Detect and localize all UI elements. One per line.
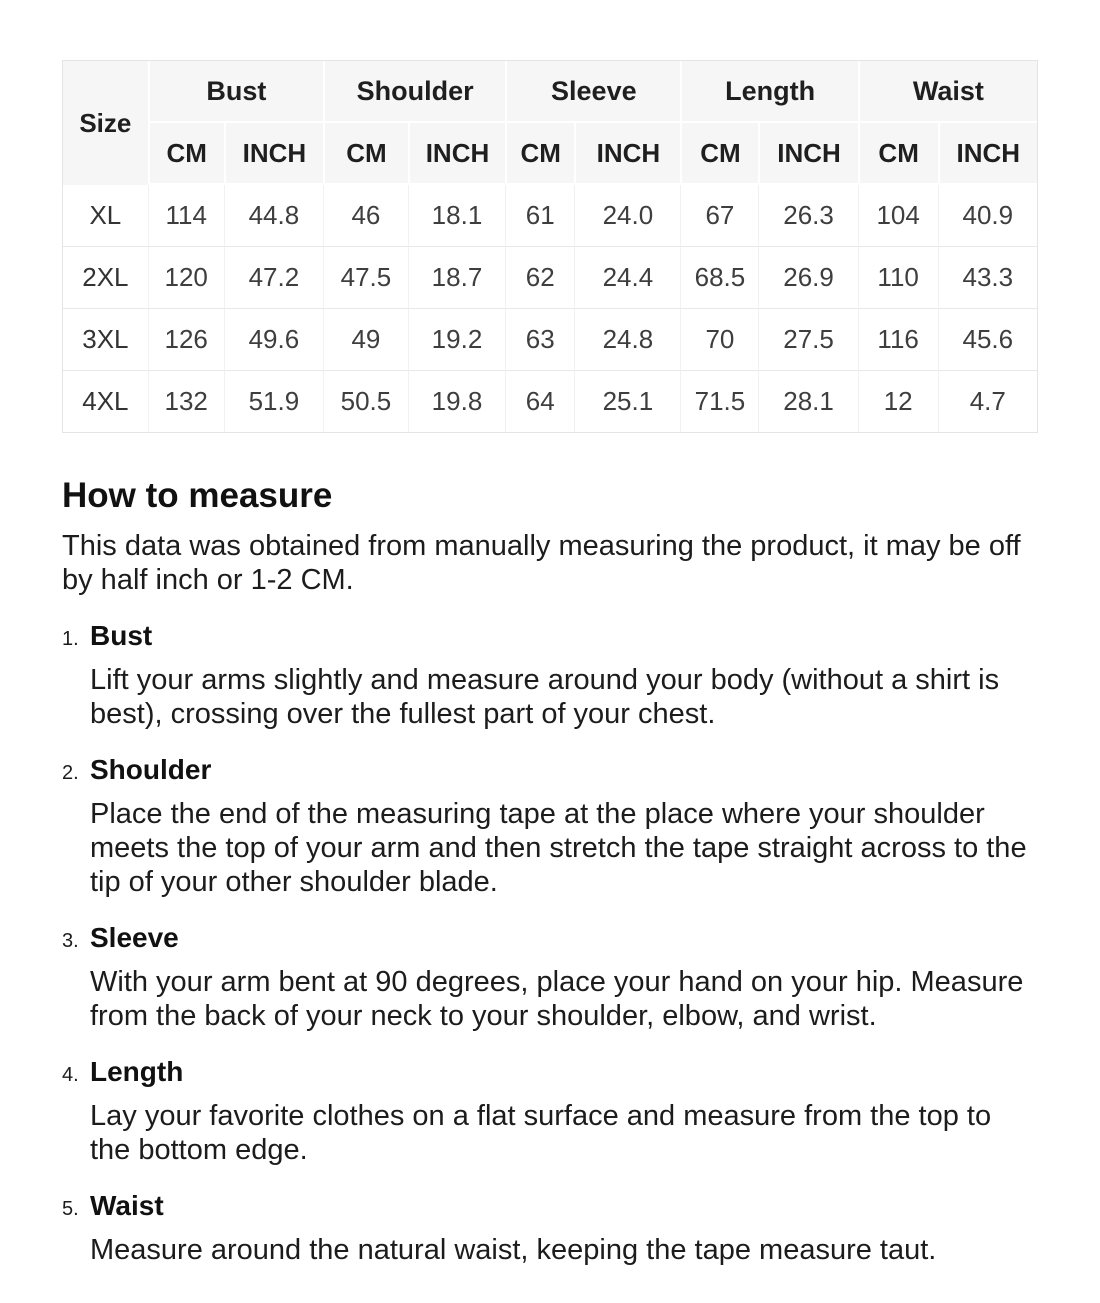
- unit-header-inch: INCH: [758, 123, 857, 185]
- list-item: [62, 921, 1038, 1033]
- value-cell: 70: [680, 308, 758, 370]
- value-cell: 132: [148, 370, 224, 432]
- item-number: 1.: [62, 628, 79, 650]
- value-cell: 46: [323, 185, 408, 246]
- item-description: Measure around the natural waist, keeping the tape measure taut.: [90, 1234, 937, 1266]
- unit-header-inch: INCH: [938, 123, 1037, 185]
- value-cell: 126: [148, 308, 224, 370]
- value-cell: 40.9: [938, 185, 1037, 246]
- list-item: [62, 1189, 1038, 1267]
- unit-header-cm: CM: [148, 123, 224, 185]
- size-chart-table: [62, 60, 1038, 433]
- value-cell: 44.8: [224, 185, 323, 246]
- item-term: Shoulder: [90, 754, 212, 785]
- value-cell: 12: [858, 370, 938, 432]
- size-cell: XL: [63, 185, 148, 246]
- value-cell: 104: [858, 185, 938, 246]
- table-row: [63, 246, 1037, 308]
- value-cell: 64: [505, 370, 574, 432]
- value-cell: 28.1: [758, 370, 857, 432]
- value-cell: 71.5: [680, 370, 758, 432]
- col-header-bust: Bust: [148, 61, 323, 123]
- header-row-units: [63, 123, 1037, 185]
- value-cell: 26.9: [758, 246, 857, 308]
- measure-intro: This data was obtained from manually measuring the product, it may be off by half inch or 1-2 CM.: [62, 530, 1021, 596]
- value-cell: 62: [505, 246, 574, 308]
- item-description: Place the end of the measuring tape at the place where your shoulder meets the top of your arm and then stretch the tape straight across to the tip of your other shoulder blade.: [90, 798, 1027, 898]
- value-cell: 24.0: [574, 185, 680, 246]
- size-cell: 4XL: [63, 370, 148, 432]
- unit-header-cm: CM: [680, 123, 758, 185]
- value-cell: 116: [858, 308, 938, 370]
- value-cell: 63: [505, 308, 574, 370]
- value-cell: 25.1: [574, 370, 680, 432]
- table-row: [63, 308, 1037, 370]
- header-row-groups: [63, 61, 1037, 123]
- value-cell: 26.3: [758, 185, 857, 246]
- value-cell: 19.8: [408, 370, 505, 432]
- item-number: 2.: [62, 762, 79, 784]
- value-cell: 110: [858, 246, 938, 308]
- item-term: Length: [90, 1056, 184, 1087]
- item-description: With your arm bent at 90 degrees, place your hand on your hip. Measure from the back of your neck to your shoulder, elbow, and wrist.: [90, 966, 1024, 1032]
- list-item: [62, 753, 1038, 899]
- unit-header-inch: INCH: [224, 123, 323, 185]
- value-cell: 18.1: [408, 185, 505, 246]
- value-cell: 49.6: [224, 308, 323, 370]
- unit-header-inch: INCH: [408, 123, 505, 185]
- value-cell: 51.9: [224, 370, 323, 432]
- col-header-sleeve: Sleeve: [505, 61, 680, 123]
- list-item: [62, 619, 1038, 731]
- col-header-length: Length: [680, 61, 857, 123]
- how-to-measure-title: How to measure: [62, 476, 333, 515]
- value-cell: 61: [505, 185, 574, 246]
- value-cell: 47.2: [224, 246, 323, 308]
- value-cell: 49: [323, 308, 408, 370]
- measure-list: [62, 619, 1038, 1267]
- value-cell: 27.5: [758, 308, 857, 370]
- unit-header-inch: INCH: [574, 123, 680, 185]
- value-cell: 45.6: [938, 308, 1037, 370]
- item-number: 4.: [62, 1064, 79, 1086]
- item-description: Lift your arms slightly and measure around your body (without a shirt is best), crossing over the fullest part of your chest.: [90, 664, 1000, 730]
- size-cell: 2XL: [63, 246, 148, 308]
- item-term: Waist: [90, 1190, 164, 1221]
- unit-header-cm: CM: [505, 123, 574, 185]
- item-description: Lay your favorite clothes on a flat surface and measure from the top to the bottom edge.: [90, 1100, 992, 1166]
- value-cell: 50.5: [323, 370, 408, 432]
- item-number: 3.: [62, 930, 79, 952]
- value-cell: 19.2: [408, 308, 505, 370]
- value-cell: 120: [148, 246, 224, 308]
- value-cell: 24.8: [574, 308, 680, 370]
- item-term: Sleeve: [90, 922, 179, 953]
- unit-header-cm: CM: [858, 123, 938, 185]
- size-cell: 3XL: [63, 308, 148, 370]
- col-header-shoulder: Shoulder: [323, 61, 505, 123]
- item-term: Bust: [90, 620, 153, 651]
- value-cell: 68.5: [680, 246, 758, 308]
- value-cell: 43.3: [938, 246, 1037, 308]
- table-row: [63, 185, 1037, 246]
- value-cell: 4.7: [938, 370, 1037, 432]
- list-item: [62, 1055, 1038, 1167]
- value-cell: 114: [148, 185, 224, 246]
- table-row: [63, 370, 1037, 432]
- value-cell: 24.4: [574, 246, 680, 308]
- value-cell: 67: [680, 185, 758, 246]
- col-header-waist: Waist: [858, 61, 1037, 123]
- value-cell: 18.7: [408, 246, 505, 308]
- col-header-size: Size: [63, 61, 148, 185]
- item-number: 5.: [62, 1198, 79, 1220]
- unit-header-cm: CM: [323, 123, 408, 185]
- value-cell: 47.5: [323, 246, 408, 308]
